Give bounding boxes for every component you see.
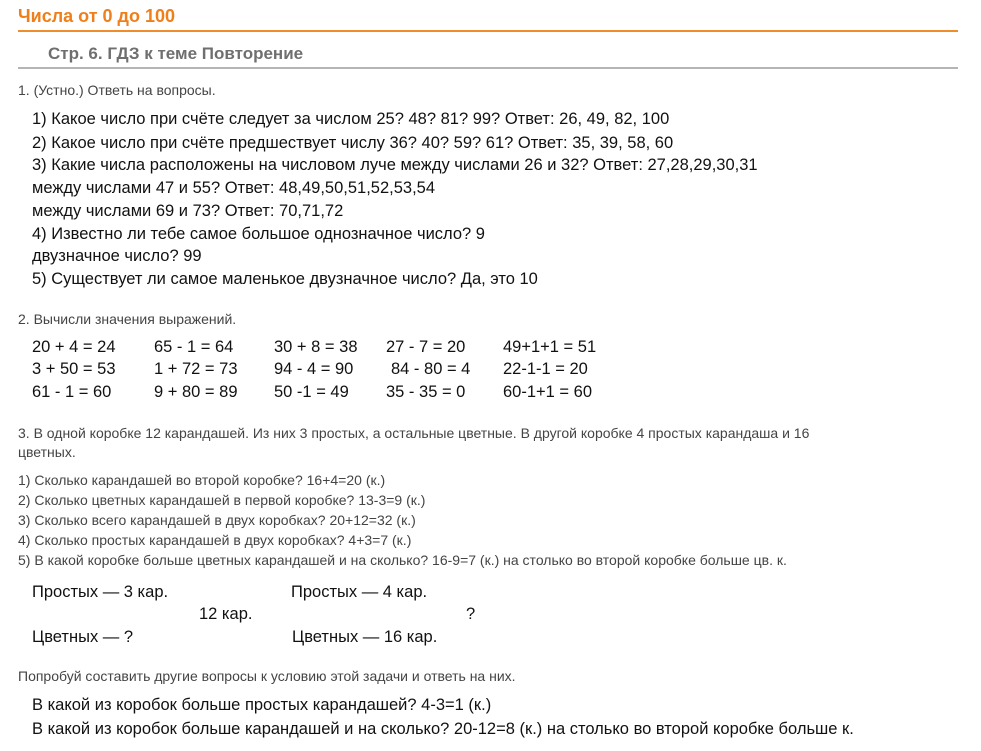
expression: 27 - 7 = 20	[386, 338, 466, 356]
task3-question: 4) Сколько простых карандашей в двух коробках? 4+3=7 (к.)	[18, 532, 412, 548]
subtitle-divider	[18, 67, 958, 69]
expression: 60-1+1 = 60	[503, 383, 592, 401]
title-divider	[18, 30, 958, 32]
task3-title-cont: цветных.	[18, 444, 76, 460]
extra-prompt: Попробуй составить другие вопросы к условию этой задачи и ответь на них.	[18, 668, 516, 684]
task1-line: 4) Известно ли тебе самое большое однозначное число? 9	[32, 225, 485, 243]
scheme-left-simple: Простых — 3 кар.	[32, 583, 169, 601]
task3-question: 5) В какой коробке больше цветных карандашей и на сколько? 16-9=7 (к.) на столько во второй коробке больше цв. к.	[18, 552, 787, 568]
expression: 3 + 50 = 53	[32, 360, 116, 378]
task3-question: 1) Сколько карандашей во второй коробке? 16+4=20 (к.)	[18, 472, 386, 488]
expression: 50 -1 = 49	[274, 383, 349, 401]
scheme-right-total: ?	[466, 605, 476, 623]
expression: 22-1-1 = 20	[503, 360, 588, 378]
expression: 30 + 8 = 38	[274, 338, 358, 356]
scheme-left-total: 12 кар.	[199, 605, 253, 623]
task1-line: между числами 47 и 55? Ответ: 48,49,50,51,52,53,54	[32, 179, 436, 197]
expression: 9 + 80 = 89	[154, 383, 238, 401]
task1-title: 1. (Устно.) Ответь на вопросы.	[18, 82, 216, 98]
task2-title: 2. Вычисли значения выражений.	[18, 311, 237, 327]
expression: 94 - 4 = 90	[274, 360, 354, 378]
scheme-right-simple: Простых — 4 кар.	[291, 583, 428, 601]
scheme-left-color: Цветных — ?	[32, 628, 134, 646]
task1-line: между числами 69 и 73? Ответ: 70,71,72	[32, 202, 344, 220]
page-title: Числа от 0 до 100	[18, 6, 175, 26]
expression: 65 - 1 = 64	[154, 338, 234, 356]
expression: 61 - 1 = 60	[32, 383, 112, 401]
page-subtitle: Стр. 6. ГДЗ к теме Повторение	[48, 44, 304, 63]
expression: 20 + 4 = 24	[32, 338, 116, 356]
task1-line: 5) Существует ли самое маленькое двузначное число? Да, это 10	[32, 270, 538, 288]
task1-line: 1) Какое число при счёте следует за числом 25? 48? 81? 99? Ответ: 26, 49, 82, 100	[32, 110, 670, 128]
expression: 35 - 35 = 0	[386, 383, 466, 401]
task3-title: 3. В одной коробке 12 карандашей. Из них 3 простых, а остальные цветные. В другой коробке 4 простых карандаша и 16	[18, 425, 810, 441]
task3-question: 2) Сколько цветных карандашей в первой коробке? 13-3=9 (к.)	[18, 492, 426, 508]
extra-answer: В какой из коробок больше простых карандашей? 4-3=1 (к.)	[32, 696, 492, 714]
scheme-right-color: Цветных — 16 кар.	[292, 628, 438, 646]
task3-question: 3) Сколько всего карандашей в двух коробках? 20+12=32 (к.)	[18, 512, 416, 528]
extra-answer: В какой из коробок больше карандашей и на сколько? 20-12=8 (к.) на столько во второй коробке больше к.	[32, 720, 854, 738]
task1-line: 2) Какое число при счёте предшествует числу 36? 40? 59? 61? Ответ: 35, 39, 58, 60	[32, 134, 674, 152]
task1-line: 3) Какие числа расположены на числовом луче между числами 26 и 32? Ответ: 27,28,29,30,31	[32, 156, 758, 174]
expression: 49+1+1 = 51	[503, 338, 597, 356]
expression: 84 - 80 = 4	[391, 360, 471, 378]
task1-line: двузначное число? 99	[32, 247, 202, 265]
expression: 1 + 72 = 73	[154, 360, 238, 378]
